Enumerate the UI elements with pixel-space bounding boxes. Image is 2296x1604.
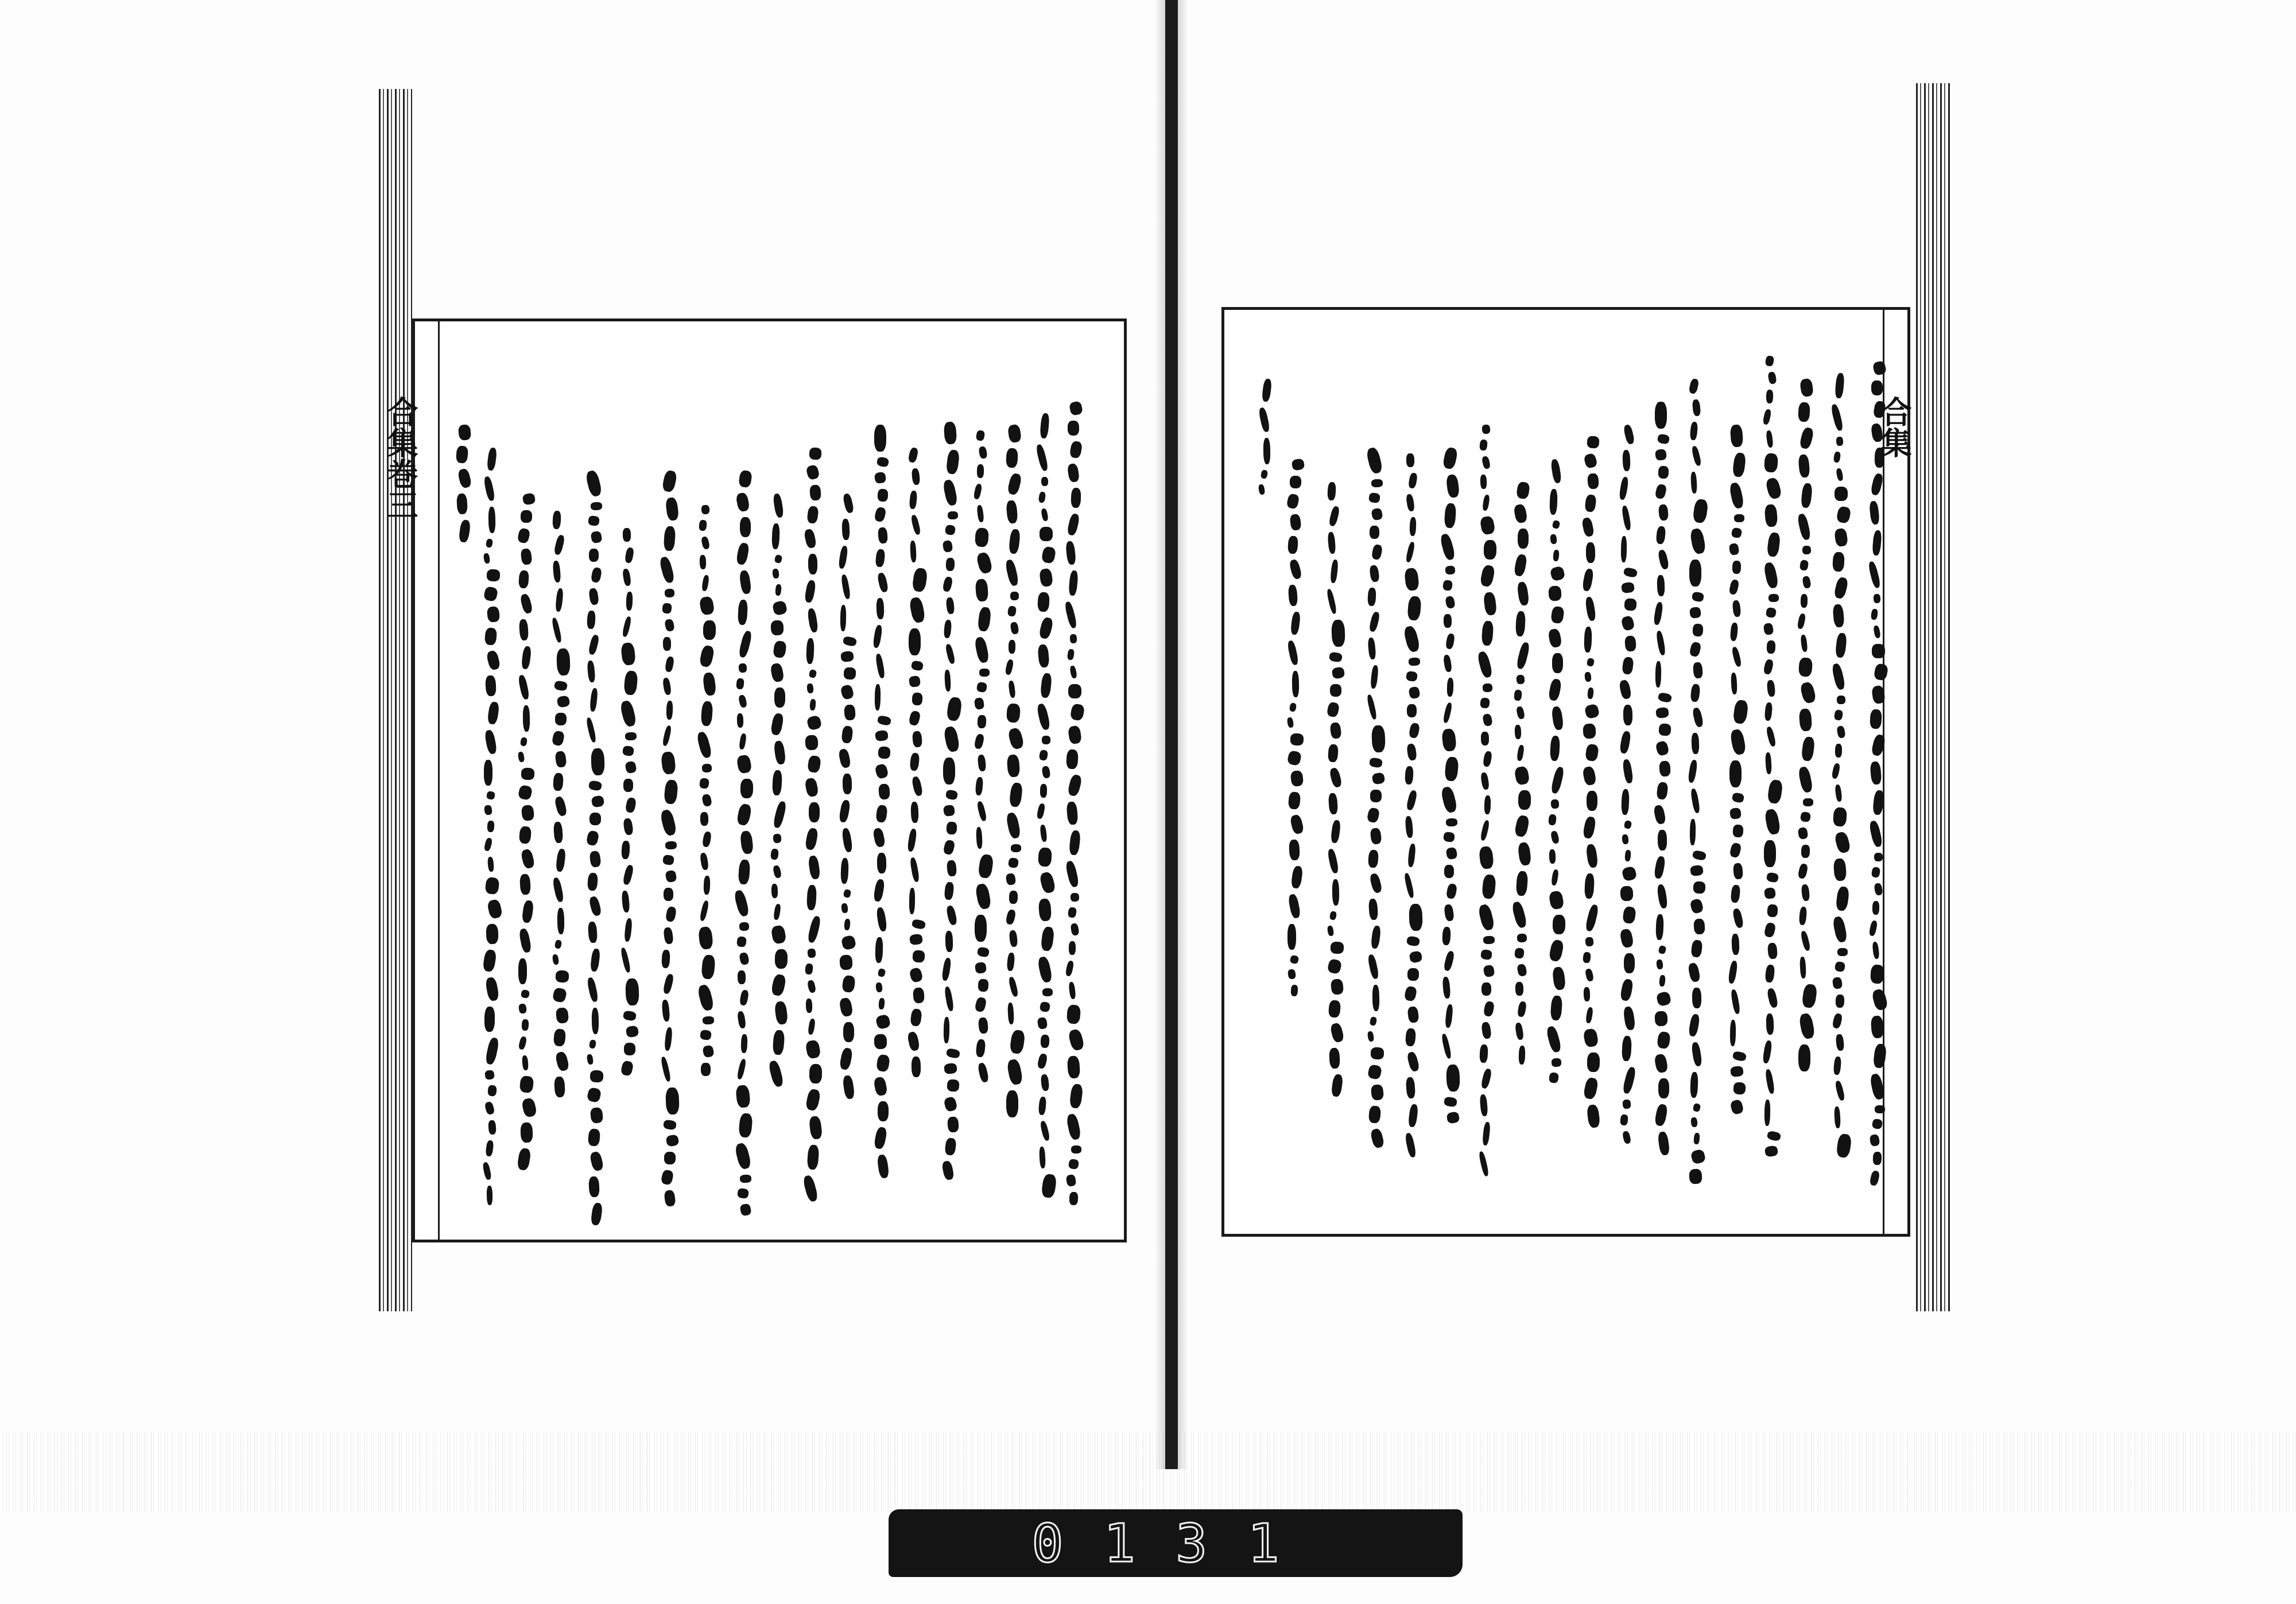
- handwritten-column: [1006, 425, 1021, 1123]
- handwritten-column: [518, 494, 533, 1176]
- handwritten-column: [1514, 482, 1529, 1070]
- handwritten-column: [1066, 402, 1081, 1211]
- left-book-edge: [379, 89, 412, 1311]
- handwritten-column: [699, 505, 714, 1082]
- handwritten-column: [736, 471, 751, 1221]
- handwritten-column: [771, 494, 786, 1093]
- book-gutter: [1165, 0, 1178, 1469]
- handwritten-column: [1798, 379, 1813, 1077]
- handwritten-column: [1655, 402, 1670, 1161]
- handwritten-column: [622, 528, 637, 1081]
- handwritten-column: [874, 425, 889, 1184]
- right-book-edge: [1916, 83, 1952, 1311]
- handwritten-column: [975, 430, 990, 1088]
- handwritten-column: [662, 471, 677, 1212]
- right-running-head: 合集: [1876, 396, 1913, 458]
- handwritten-column: [1870, 362, 1885, 1191]
- handwritten-column: [1287, 459, 1302, 1002]
- handwritten-column: [909, 448, 924, 1083]
- handwritten-column: [484, 448, 499, 1211]
- left-running-head: 合集巻三: [382, 396, 419, 520]
- left-frame-rule: [438, 321, 440, 1240]
- handwritten-column: [1259, 379, 1274, 500]
- handwritten-column: [805, 448, 820, 1207]
- frame-number: 0131: [1031, 1513, 1320, 1574]
- handwritten-column: [1833, 373, 1848, 1163]
- handwritten-column: [1689, 379, 1704, 1190]
- handwritten-column: [1549, 459, 1564, 1089]
- handwritten-column: [840, 494, 855, 1105]
- handwritten-column: [455, 425, 470, 548]
- left-page-frame: [412, 319, 1127, 1242]
- handwritten-column: [1729, 425, 1744, 1120]
- right-page-frame: [1221, 307, 1910, 1237]
- handwritten-column: [1442, 448, 1457, 1129]
- handwritten-column: [1405, 453, 1420, 1163]
- handwritten-column: [1620, 425, 1635, 1149]
- frame-number-bar: [889, 1509, 1463, 1577]
- handwritten-column: [1368, 448, 1383, 1154]
- handwritten-column: [1764, 356, 1779, 1162]
- handwritten-column: [587, 471, 602, 1231]
- handwritten-column: [1583, 436, 1598, 1133]
- handwritten-column: [553, 511, 568, 1103]
- page-bottom-edge: [0, 1432, 2296, 1512]
- handwritten-column: [1328, 482, 1343, 1102]
- handwritten-column: [1480, 425, 1495, 1182]
- handwritten-column: [943, 422, 958, 1186]
- handwritten-column: [1038, 413, 1053, 1203]
